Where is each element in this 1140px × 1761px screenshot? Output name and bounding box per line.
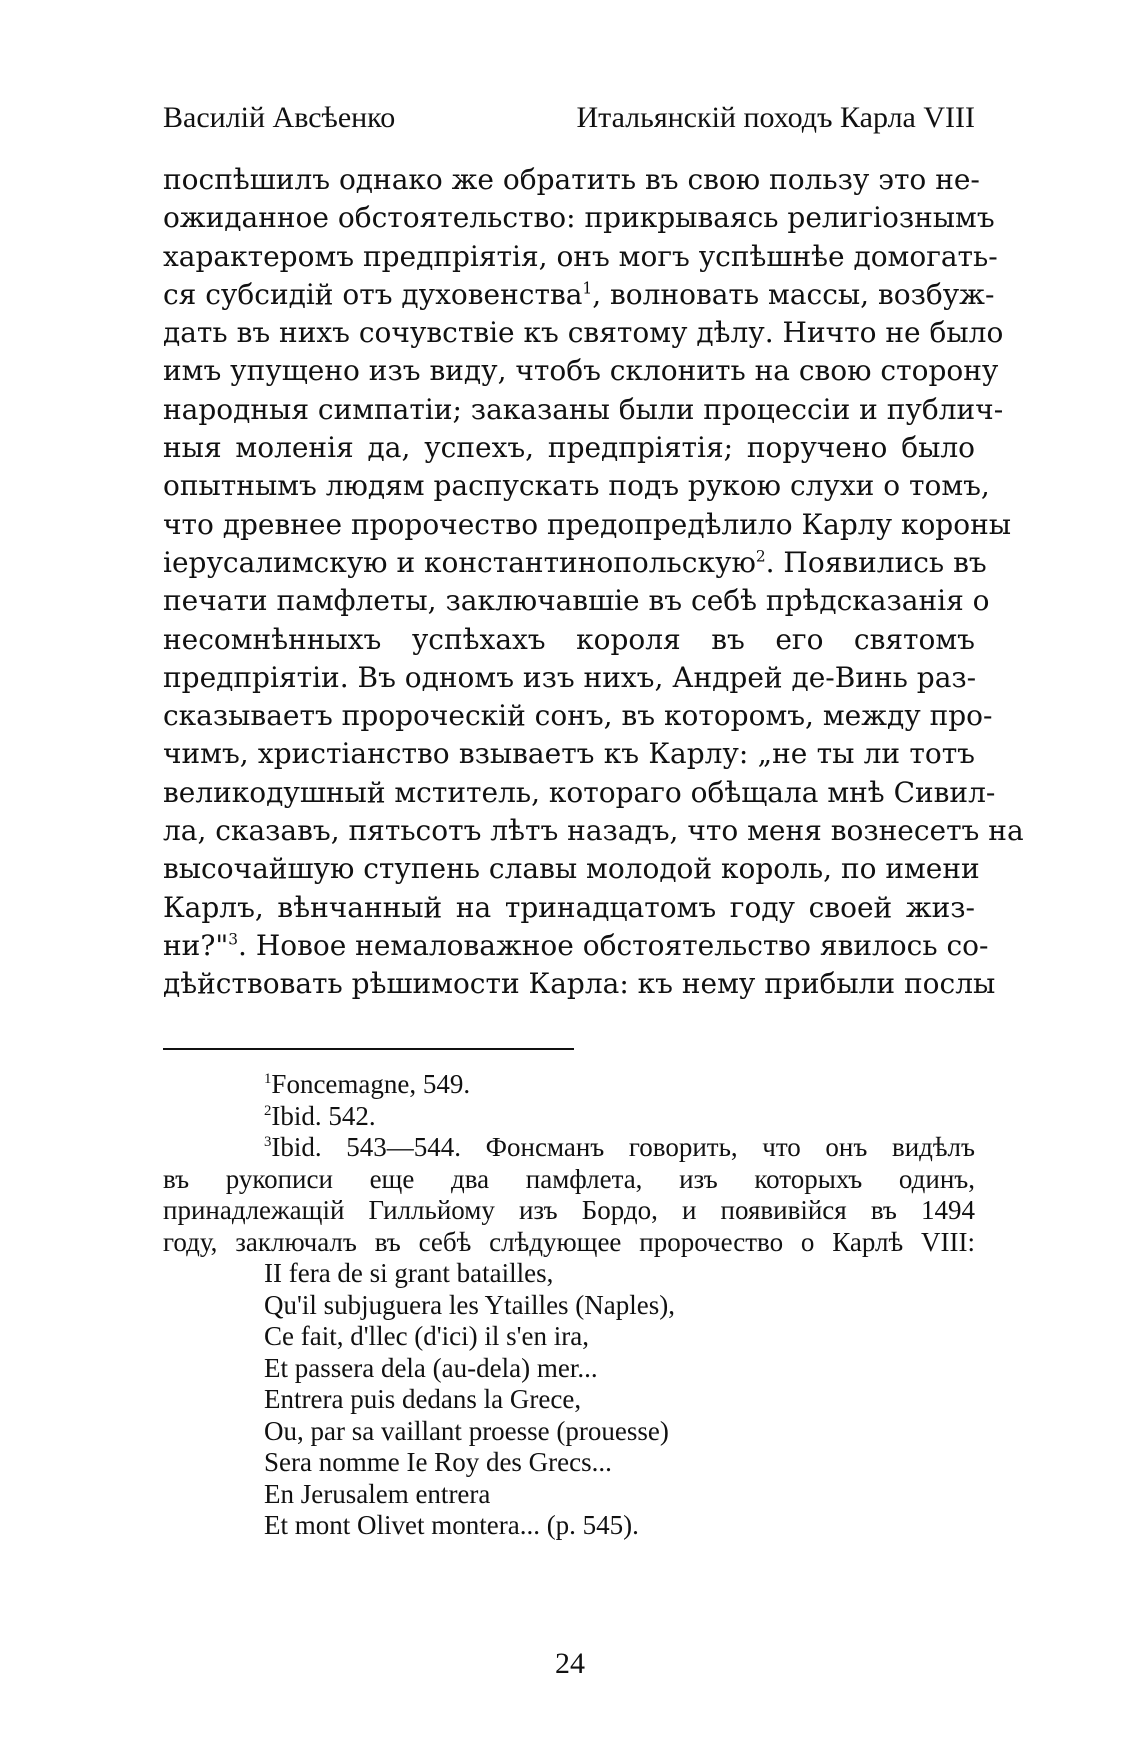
footnote-divider <box>163 1048 574 1050</box>
footnote-2: $^2$Ibid. 542. <box>264 1100 376 1131</box>
footnote-ref-1[interactable]: 1 <box>582 279 593 298</box>
text-line: ныя моленія да, успехъ, предпріятія; поручено было <box>163 431 975 465</box>
text-line: ожиданное обстоятельство: прикрываясь религіознымъ <box>163 201 995 235</box>
page-number: 24 <box>555 1647 585 1680</box>
verse-line: Sera nomme Ie Roy des Grecs... <box>264 1447 612 1477</box>
footnote-ref-3[interactable]: 3 <box>228 930 239 949</box>
verse-line: Ce fait, d'llec (d'ici) il s'en ira, <box>264 1321 589 1351</box>
text-line: ла, сказавъ, пятьсотъ лѣтъ назадъ, что меня вознесетъ на <box>163 814 1024 848</box>
running-header <box>163 98 975 138</box>
footnote-3-line: въ рукописи еще два памфлета, изъ которыхъ одинъ, <box>163 1163 975 1194</box>
header-title: Итальянскій походъ Карла VIII <box>576 101 975 134</box>
verse-line: En Jerusalem entrera <box>264 1478 491 1509</box>
text-line: поспѣшилъ однако же обратить въ свою пользу это не- <box>163 163 980 196</box>
text-line: предпріятіи. Въ одномъ изъ нихъ, Андрей де-Винь раз- <box>163 660 977 694</box>
text-line: ся субсидій отъ духовенства$^1$, волновать массы, возбуж- <box>163 277 995 311</box>
text-line: опытнымъ людям распускать подъ рукою слухи о томъ, <box>163 469 990 503</box>
footnote-ref-2[interactable]: 2 <box>755 547 766 566</box>
verse-line: Ou, par sa vaillant proesse (prouesse) <box>264 1415 669 1446</box>
text-line: имъ упущено изъ виду, чтобъ склонить на свою сторону <box>163 354 999 388</box>
footnote-3: $^3$Ibid. 543—544. Фонсманъ говорить, что онъ видѣлъ <box>264 1132 975 1162</box>
verse-line: Qu'il subjuguera les Ytailles (Naples), <box>264 1289 676 1320</box>
text-line: Карлъ, вѣнчанный на тринадцатомъ году своей жиз- <box>163 890 975 924</box>
footnote-3-line: году, заключалъ въ себѣ слѣдующее пророчество о Карлѣ VIII: <box>163 1226 975 1257</box>
main-text <box>163 161 1024 1004</box>
text-line: высочайшую ступень славы молодой король, по имени <box>163 852 980 886</box>
text-line: дать въ нихъ сочувствіе къ святому дѣлу. Ничто не было <box>163 316 1004 350</box>
text-line: іерусалимскую и константинопольскую$^2$. Появились въ <box>163 545 987 579</box>
text-line: печати памфлеты, заключавшіе въ себѣ прѣдсказанія о <box>163 584 990 618</box>
verse-line: II fera de si grant batailles, <box>264 1258 554 1288</box>
text-line: дѣйствовать рѣшимости Карла: къ нему прибыли послы <box>163 967 996 1001</box>
verse-line: Et passera dela (au-dela) mer... <box>264 1352 598 1383</box>
footnotes <box>163 1069 975 1542</box>
text-line: чимъ, христіанство взываетъ къ Карлу: „не ты ли тотъ <box>163 737 975 771</box>
text-line: несомнѣнныхъ успѣхахъ короля въ его святомъ <box>163 622 975 656</box>
verse-line: Et mont Olivet montera... (p. 545). <box>264 1510 639 1540</box>
text-line: что древнее пророчество предопредѣлило Карлу короны <box>163 507 1012 541</box>
text-line: великодушный мститель, котораго обѣщала мнѣ Сивил- <box>163 775 996 809</box>
footnote-1: $^1$Foncemagne, 549. <box>264 1069 471 1099</box>
text-line: сказываетъ пророческій сонъ, въ которомъ, между про- <box>163 699 993 733</box>
text-line: характеромъ предпріятія, онъ могъ успѣшнѣе домогать- <box>163 239 998 273</box>
header-author: Василій Авсѣенко <box>163 101 396 134</box>
text-line: ни?"$^3$. Новое немаловажное обстоятельство явилось со- <box>163 928 989 962</box>
text-line: народныя симпатіи; заказаны были процессіи и публич- <box>163 392 1004 426</box>
verse-line: Entrera puis dedans la Grece, <box>264 1384 582 1414</box>
footnote-3-line: принадлежащій Гилльйому изъ Бордо, и появивійся въ 1494 <box>163 1195 975 1225</box>
